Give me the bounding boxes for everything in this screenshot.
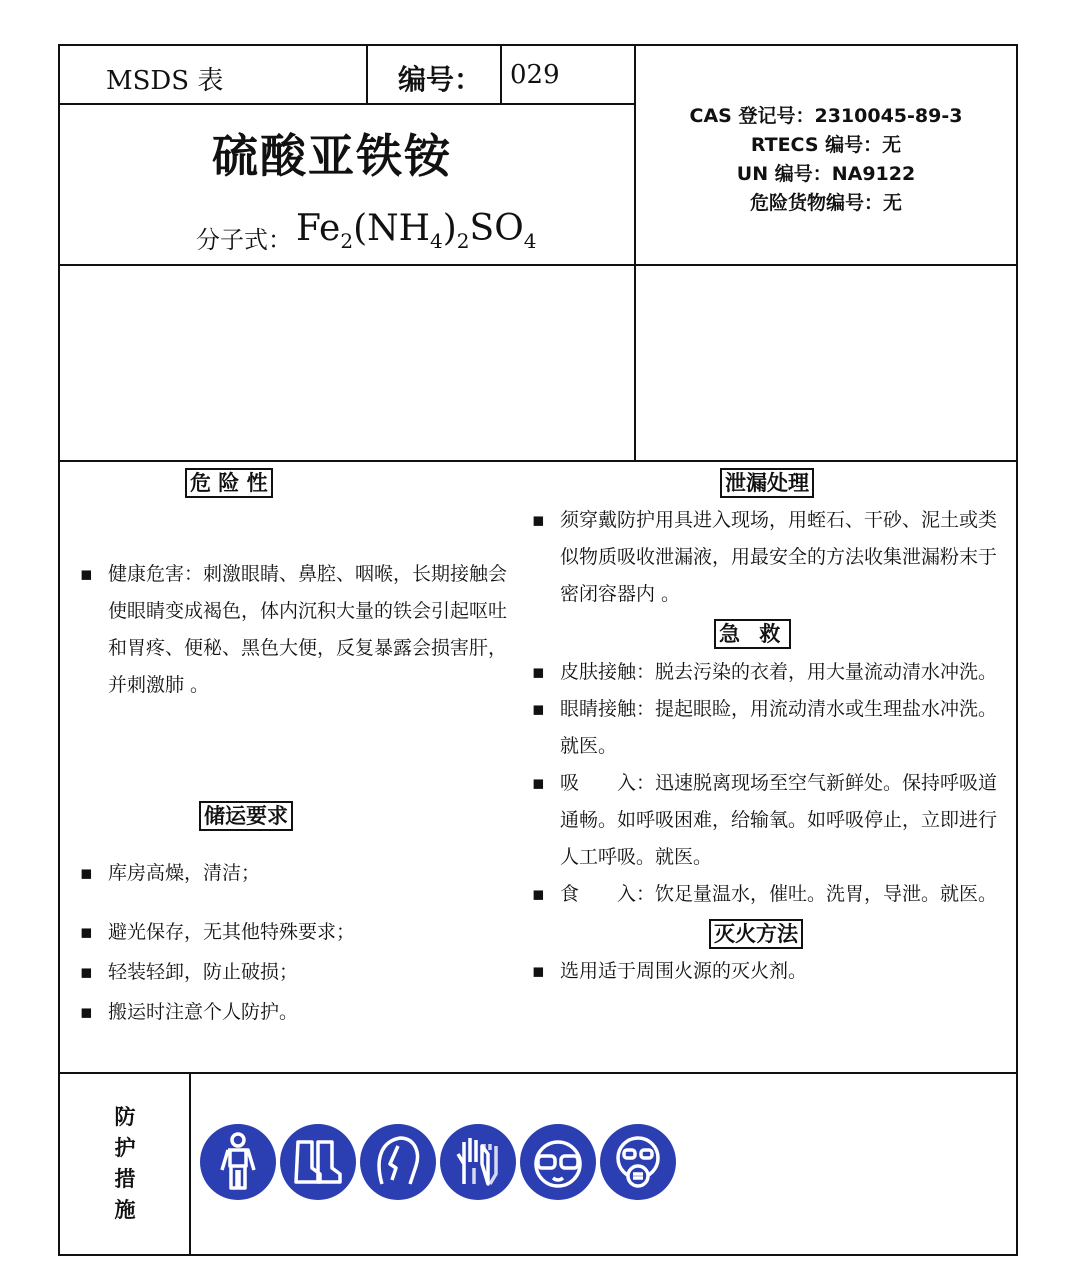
list-item: ▪ 避光保存，无其他特殊要求；: [80, 921, 356, 943]
un-number: UN 编号：NA9122: [736, 163, 916, 185]
protective-gloves-icon: [440, 1124, 516, 1200]
fire-text: ▪ 选用适于周围火源的灭火剂。: [532, 960, 808, 982]
formula-label: 分子式：: [196, 226, 292, 254]
fire-title: 灭火方法: [709, 919, 803, 949]
number-value: 029: [510, 60, 560, 90]
list-item: ▪ 轻装轻卸，防止破损；: [80, 961, 299, 983]
chemical-formula: $Fe_2(NH_4)_2SO_4$: [296, 208, 537, 254]
divider: [58, 264, 1018, 266]
list-item: ▪ 搬运时注意个人防护。: [80, 1001, 299, 1023]
divider: [500, 44, 502, 104]
hazard-title: 危 险 性: [185, 468, 273, 498]
divider: [58, 103, 636, 105]
hazard-text: ▪ 健康危害：刺激眼睛、鼻腔、咽喉，长期接触会使眼睛变成褐色，体内沉积大量的铁会引起呕吐和胃疼、便秘、黑色大便，反复暴露会损害肝，并刺激肺 。: [80, 563, 508, 696]
list-item: ▪ 食 入：饮足量温水，催吐。洗胃，导泄。就医。: [532, 883, 998, 905]
respirator-mask-icon: [600, 1124, 676, 1200]
list-item: ▪ 库房高燥，清洁；: [80, 862, 261, 884]
leak-text: ▪ 须穿戴防护用具进入现场，用蛭石、干砂、泥土或类似物质吸收泄漏液，用最安全的方法收集泄漏粉末于密闭容器内 。: [532, 509, 998, 605]
identifiers-block: [636, 102, 1016, 218]
first-aid-title: 急 救: [714, 619, 791, 649]
rtecs-number: RTECS 编号：无: [750, 134, 902, 156]
leak-title: 泄漏处理: [720, 468, 814, 498]
ppe-icons: [200, 1124, 676, 1204]
number-label: 编号：: [398, 63, 483, 96]
safety-boots-icon: [280, 1124, 356, 1200]
divider: [58, 1072, 1018, 1074]
protective-suit-icon: [200, 1124, 276, 1200]
safety-goggles-icon: [520, 1124, 596, 1200]
msds-label: MSDS 表: [106, 66, 224, 96]
list-item: ▪ 眼睛接触：提起眼睑，用流动清水或生理盐水冲洗。就医。: [532, 698, 998, 757]
storage-title: 储运要求: [199, 801, 293, 831]
dangerous-goods-number: 危险货物编号：无: [749, 192, 902, 214]
list-item: ▪ 皮肤接触：脱去污染的衣着，用大量流动清水冲洗。: [532, 661, 998, 683]
list-item: ▪ 吸 入：迅速脱离现场至空气新鲜处。保持呼吸道通畅。如呼吸困难，给输氧。如呼吸停止，立即进行人工呼吸。就医。: [532, 772, 998, 868]
divider: [366, 44, 368, 104]
cas-number: CAS 登记号：2310045-89-3: [689, 105, 963, 127]
protection-label: 防 护 措 施: [114, 1105, 136, 1222]
divider: [58, 460, 1018, 462]
chemical-name: 硫酸亚铁铵: [212, 129, 452, 183]
face-shield-icon: [360, 1124, 436, 1200]
